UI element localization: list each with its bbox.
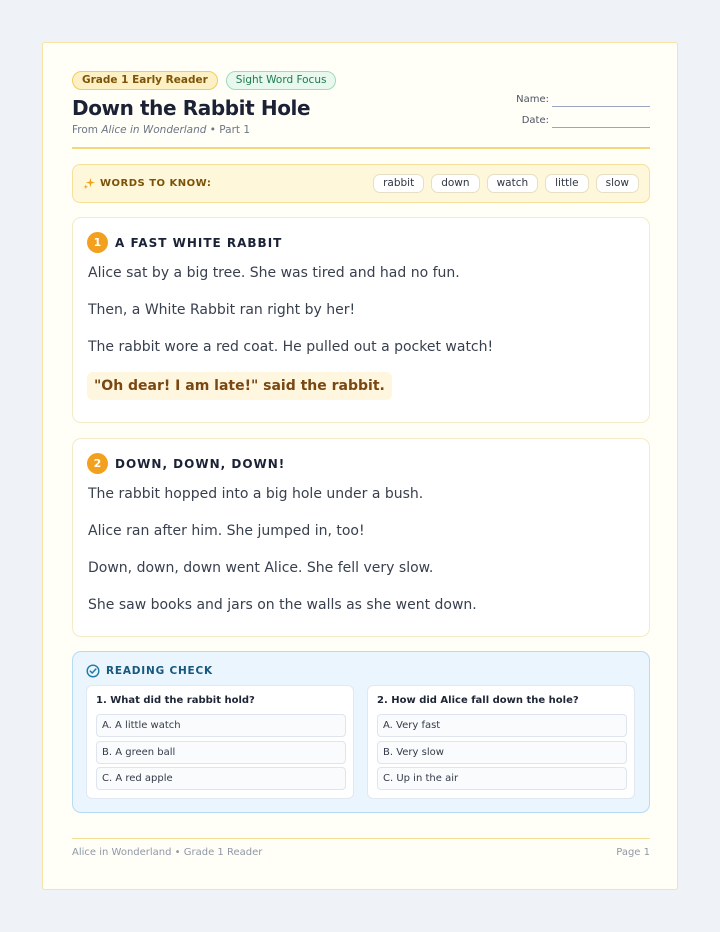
answer-option[interactable]: A. Very fast <box>377 714 627 737</box>
student-fields <box>510 86 650 128</box>
question-text: 2. How did Alice fall down the hole? <box>377 695 579 706</box>
date-field[interactable] <box>552 114 650 128</box>
reading-check-header <box>86 664 213 678</box>
check-circle-icon <box>86 664 100 678</box>
answer-option[interactable]: A. A little watch <box>96 714 346 737</box>
section-1 <box>72 217 650 423</box>
question-card-1 <box>86 685 354 799</box>
words-label-wrap <box>83 177 211 190</box>
section-2 <box>72 438 650 637</box>
section-number: 1 <box>87 232 108 253</box>
reading-check <box>72 651 650 813</box>
footer-source: Alice in Wonderland • Grade 1 Reader <box>72 847 263 858</box>
word-chip: watch <box>487 174 539 193</box>
word-chip: rabbit <box>373 174 424 193</box>
section-2-header <box>87 453 285 474</box>
date-label: Date: <box>521 115 549 126</box>
section-number: 2 <box>87 453 108 474</box>
reading-check-title: READING CHECK <box>106 665 213 677</box>
word-chip: down <box>431 174 479 193</box>
story-paragraph: Then, a White Rabbit ran right by her! <box>88 302 356 318</box>
word-chips <box>373 174 639 193</box>
worksheet-header <box>72 71 650 149</box>
rabbit-quote: "Oh dear! I am late!" said the rabbit. <box>87 372 392 400</box>
subtitle-prefix: From <box>72 124 99 136</box>
story-paragraph: Alice ran after him. She jumped in, too! <box>88 523 365 539</box>
section-title: DOWN, DOWN, DOWN! <box>115 456 286 471</box>
answer-option[interactable]: B. Very slow <box>377 741 627 764</box>
name-field[interactable] <box>552 93 650 107</box>
story-paragraph: The rabbit wore a red coat. He pulled out a pocket watch! <box>88 339 494 355</box>
question-text: 1. What did the rabbit hold? <box>96 695 255 706</box>
header-divider <box>72 147 650 149</box>
grade-badge: Grade 1 Early Reader <box>72 71 218 90</box>
word-chip: little <box>545 174 588 193</box>
subtitle-book: Alice in Wonderland <box>101 124 207 136</box>
worksheet-page <box>42 42 678 890</box>
question-card-2 <box>367 685 635 799</box>
answer-option[interactable]: C. Up in the air <box>377 767 627 790</box>
section-1-header <box>87 232 282 253</box>
story-paragraph: The rabbit hopped into a big hole under a bush. <box>88 486 424 502</box>
focus-badge: Sight Word Focus <box>226 71 337 90</box>
words-to-know <box>72 164 650 203</box>
story-paragraph: Down, down, down went Alice. She fell very slow. <box>88 560 434 576</box>
subtitle-suffix: • Part 1 <box>209 124 251 136</box>
name-label: Name: <box>516 94 549 105</box>
date-row <box>510 107 650 128</box>
answer-option[interactable]: B. A green ball <box>96 741 346 764</box>
story-paragraph: She saw books and jars on the walls as she went down. <box>88 597 477 613</box>
page-number: Page 1 <box>616 847 650 858</box>
word-chip: slow <box>596 174 639 193</box>
footer-divider <box>72 838 650 839</box>
section-title: A FAST WHITE RABBIT <box>115 235 283 250</box>
page-title: Down the Rabbit Hole <box>72 96 311 120</box>
story-paragraph: Alice sat by a big tree. She was tired and had no fun. <box>88 265 460 281</box>
name-row <box>510 86 650 107</box>
answer-option[interactable]: C. A red apple <box>96 767 346 790</box>
page-footer <box>72 847 650 858</box>
words-label: WORDS TO KNOW: <box>100 178 212 189</box>
sparkle-icon <box>83 177 96 190</box>
